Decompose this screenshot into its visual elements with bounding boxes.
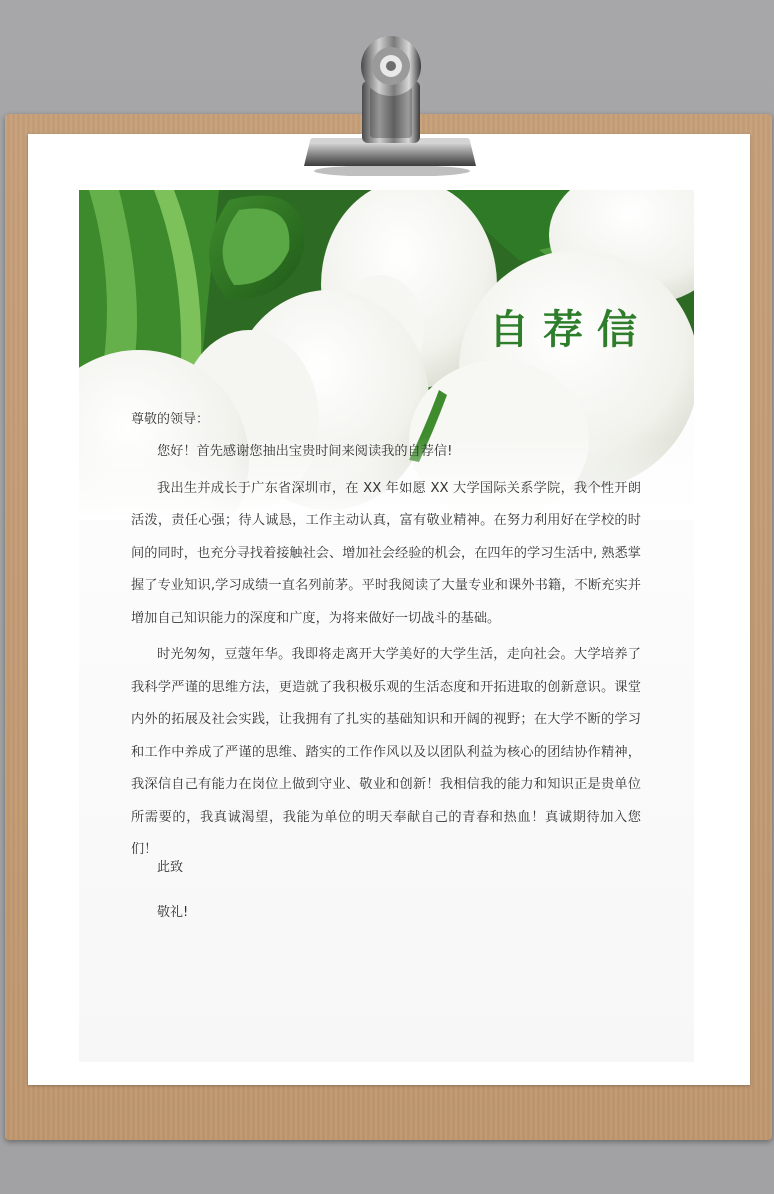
closing-salute: 敬礼! — [157, 905, 189, 920]
closing-regards: 此致 — [157, 860, 184, 875]
binder-clip-icon — [300, 26, 480, 176]
letter-title: 自荐信 — [489, 307, 651, 353]
paragraph-university: 时光匆匆，豆蔻年华。我即将走离开大学美好的大学生活，走向社会。大学培养了我科学严谨的思维方法，更造就了我积极乐观的生活态度和开拓进取的创新意识。课堂内外的拓展及社会实践，让我拥有了扎实的基础知识和开阔的视野；在大学不断的学习和工作中养成了严谨的思维、踏实的工作作风以及以团队利益为核心的团结协作精神，我深信自己有能力在岗位上做到守业、敬业和创新！我相信我的能力和知识正是贵单位所需要的，我真诚渴望，我能为单位的明天奉献自己的青春和热血！真诚期待加入您们！ — [131, 647, 641, 857]
letter-page — [79, 190, 694, 1062]
greeting-paragraph: 您好！首先感谢您抽出宝贵时间来阅读我的自荐信! — [157, 444, 453, 459]
paragraph-background: 我出生并成长于广东省深圳市，在 XX 年如愿 XX 大学国际关系学院，我个性开朗活泼，责任心强；待人诚恳，工作主动认真，富有敬业精神。在努力利用好在学校的时间的同时，也充分寻找着接触社会、增加社会经验的机会，在四年的学习生活中, 熟悉掌握了专业知识,学习成绩一直名列前茅。平时我阅读了大量专业和课外书籍，不断充实并增加自己知识能力的深度和广度，为将来做好一切战斗的基础。 — [131, 480, 641, 626]
letter-body — [131, 436, 641, 867]
salutation: 尊敬的领导： — [131, 412, 210, 427]
